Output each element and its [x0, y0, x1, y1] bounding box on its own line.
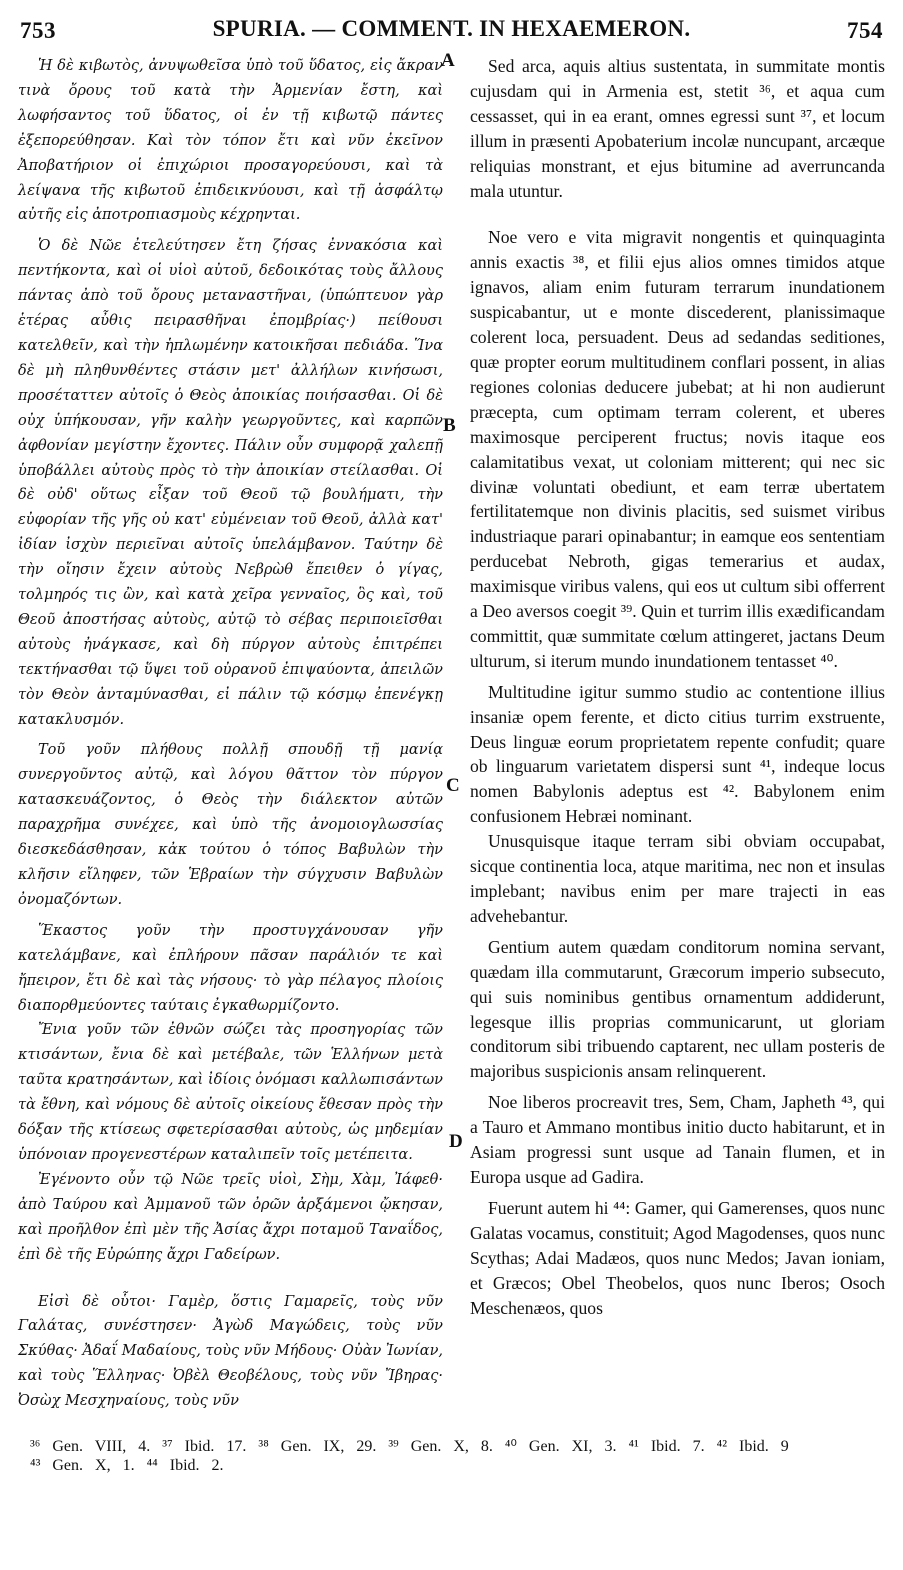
greek-paragraph: Ἡ δὲ κιβωτὸς, ἀνυψωθεῖσα ὑπὸ τοῦ ὕδατος, εἰς ἄκραν τινὰ ὄρους τοῦ κατὰ τὴν Ἀρμενίαν ἔστη, καὶ λωφήσαντος τοῦ ὕδατος, οἱ ἐν τῇ κιβωτῷ πάντες ἐξεπορεύθησαν. Καὶ τὸν τόπον ἔτι καὶ νῦν ἐκεῖνον Ἀποβατήριον οἱ ἐπιχώριοι προσαγορεύουσι, καὶ τὰ λείψανα τῆς κιβωτοῦ ἐπιδεικνύουσι, καὶ τῇ ἀσφάλτῳ αὐτῆς εἰς ἀποτροπιασμοὺς κέχρηνται.: [18, 58, 443, 224]
greek-paragraph: Ἔνια γοῦν τῶν ἐθνῶν σώζει τὰς προσηγορίας τῶν κτισάντων, ἔνια δὲ καὶ μετέβαλε, τῶν Ἑλλήνων μετὰ ταῦτα κρατησάντων, καὶ ἰδίοις ὀνόμασι καλλωπισάντων τὰ ἔθνη, καὶ νόμους δὲ αὐτοῖς οἰκείους ἔθεσαν πρὸς τὴν δόξαν τῆς κτίσεως σφετερίσασθαι αὐτοὺς, ὡς μηδεμίαν ὑπόνοιαν προγενεστέρων καταλιπεῖν τοῖς μετέπειτα.: [18, 1022, 443, 1163]
greek-column: [18, 54, 443, 1414]
margin-letter-c: C: [446, 775, 460, 796]
greek-paragraph: Εἰσὶ δὲ οὗτοι· Γαμὲρ, ὅστις Γαμαρεῖς, τοὺς νῦν Γαλάτας, συνέστησεν· Ἀγὼδ Μαγώδεις, τοὺς νῦν Σκύθας· Ἀδαΐ Μαδαίους, τοὺς νῦν Μήδους· Οὐὰν Ἰωνίαν, καὶ τοὺς Ἕλληνας· Ὀβὲλ Θεοβέλους, τοὺς νῦν Ἴβηρας· Ὀσὼχ Μεσχηναίους, τοὺς νῦν: [18, 1293, 443, 1410]
page-number-right: 754: [847, 18, 883, 43]
latin-paragraph: Sed arca, aquis altius sustentata, in summitate montis cujusdam qui in Armenia est, stetit ³⁶, et aqua cum cessasset, qui in ea erant, omnes egressi sunt ³⁷, et locum illum in præsenti Apobaterium incolæ nuncupant, arcæque reliquias monstrant, et ejus bitumine ad averruncanda mala utuntur.: [470, 56, 885, 201]
greek-paragraph: Τοῦ γοῦν πλήθους πολλῇ σπουδῇ τῇ μανίᾳ συνεργοῦντος αὐτῷ, καὶ λόγου θᾶττον τὸν πύργον κατασκευάζοντος, ὁ Θεὸς τὴν διάλεκτον αὐτῶν παραχρῆμα συνέχεε, καὶ ὑπὸ τῆς ἀνομοιογλωσσίας διεσκεδάσθησαν, κἀκ τούτου ὁ τόπος Βαβυλὼν τὴν κλῆσιν εἴληφεν, τῶν Ἑβραίων τὴν σύγχυσιν Βαβυλὼν ὀνομαζόντων.: [18, 742, 443, 908]
footnotes: [30, 1437, 885, 1475]
greek-paragraph: Ἕκαστος γοῦν τὴν προστυγχάνουσαν γῆν κατελάμβανε, καὶ ἐπλήρουν πᾶσαν παράλιόν τε καὶ ἤπειρον, ἔτι δὲ καὶ τὰς νήσους· τὸ γὰρ πέλαγος πλοίοις διαπορθμεύοντες ταύταις ἐγκαθωρμίζοντο.: [18, 922, 443, 1014]
greek-paragraph: Ἐγένοντο οὖν τῷ Νῶε τρεῖς υἱοὶ, Σὴμ, Χὰμ, Ἰάφεθ· ἀπὸ Ταύρου καὶ Ἀμμανοῦ τῶν ὀρῶν ἀρξάμενοι ᾤκησαν, καὶ προῆλθον ἐπὶ μὲν τῆς Ἀσίας ἄχρι ποταμοῦ Ταναΐδος, ἐπὶ δὲ τῆς Εὐρώπης ἄχρι Γαδείρων.: [18, 1171, 443, 1263]
latin-paragraph: Multitudine igitur summo studio ac contentione illius insaniæ opem ferente, et dicto citius turrim exstruente, Deus linguæ eorum proprietatem repente confudit; quare ob linguarum varietatem dispersi sunt ⁴¹, indeque locus nomen Babylonis adeptus est ⁴². Babylonem enim confusionem Hebræi nominant.: [470, 681, 885, 827]
latin-column: [470, 54, 885, 1320]
running-title: SPURIA. — COMMENT. IN HEXAEMERON.: [212, 16, 691, 41]
page-number-left: 753: [20, 18, 56, 43]
running-header: [0, 16, 903, 52]
latin-paragraph: Unusquisque itaque terram sibi obviam occupabat, sicque continentia loca, atque maritima, nec non et insulas implebant; navibus enim per mare trajecti in eas advehebantur.: [470, 831, 885, 926]
latin-paragraph: Fuerunt autem hi ⁴⁴: Gamer, qui Gamerenses, quos nunc Galatas vocamus, constituit; Agod Magodenses, quos nunc Scythas; Adai Madæos, quos nunc Medos; Javan ioniam, et Græcos; Obel Theobelos, quos nunc Iberos; Osoch Meschenæos, quos: [470, 1197, 885, 1318]
margin-letter-a: A: [441, 50, 455, 71]
footnote-line: ⁴³ Gen. X, 1. ⁴⁴ Ibid. 2.: [30, 1457, 224, 1474]
footnote-line: ³⁶ Gen. VIII, 4. ³⁷ Ibid. 17. ³⁸ Gen. IX, 29. ³⁹ Gen. X, 8. ⁴⁰ Gen. XI, 3. ⁴¹ Ibid. 7. ⁴² Ibid. 9: [30, 1438, 789, 1455]
margin-letter-b: B: [443, 415, 456, 436]
greek-paragraph: Ὁ δὲ Νῶε ἐτελεύτησεν ἔτη ζήσας ἐννακόσια καὶ πεντήκοντα, καὶ οἱ υἱοὶ αὐτοῦ, δεδοικότας τοὺς ἄλλους πάντας ἀπὸ τοῦ ὄρους μεταναστῆναι, (ὑπώπτευον γὰρ ἑτέρας αὖθις πειρασθῆναι ἐπομβρίας·) πείθουσι κατελθεῖν, καὶ τὴν ἡπλωμένην κατοικῆσαι πεδιάδα. Ἵνα δὲ μὴ πληθυνθέντες στάσιν μετ' ἀλλήλων κινήσωσι, προσέταττεν αὐτοῖς ὁ Θεὸς ἀποικίας ποιήσασθαι. Οἱ δὲ οὐχ ὑπήκουσαν, γῆν καλὴν γεωργοῦντες, καὶ καρπῶν ἀφθονίαν μεγίστην ἔχοντες. Πάλιν οὖν συμφορᾷ χαλεπῇ ὑποβάλλει αὐτοὺς πρὸς τὸ τὴν ἀποικίαν στείλασθαι. Οἱ δὲ οὐδ' οὕτως εἶξαν τοῦ Θεοῦ τῷ βουλήματι, τὴν εὐφορίαν τῆς γῆς οὐ κατ' εὐμένειαν τοῦ Θεοῦ, ἀλλὰ κατ' ἰδίαν ἰσχὺν περιεῖναι αὐτοῖς ὑπελάμβανον. Ταύτην δὲ τὴν οἴησιν ἔχειν αὐτοὺς Νεβρὼθ ἔπειθεν ὁ γίγας, τολμηρός τις ὢν, καὶ κατὰ χεῖρα γενναῖος, ὃς καὶ, τοῦ Θεοῦ ἀποστήσας αὐτοὺς, αὐτῷ τὸ σέβας περιποιεῖσθαι αὐτοὺς ἠνάγκασε, καὶ δὴ πύργον αὐτοὺς ἐπιτρέπει τεκτήνασθαι τῷ ὕψει τοῦ οὐρανοῦ ἐπιψαύοντα, ἀπειλῶν τὸν Θεὸν ἀνταμύνασθαι, εἰ πάλιν τῷ κόσμῳ ἐπενέγκῃ κατακλυσμόν.: [18, 238, 443, 728]
latin-paragraph: Noe vero e vita migravit nongentis et quinquaginta annis exactis ³⁸, et filii ejus alios omnes timidos atque ignavos, aliam enim futuram terrarum inundationem suspicabantur, ut e monte discederent, planissimaque colerent loca, persuadent. Deus ad sedandas seditiones, quæ propter eorum multitudinem conflari possent, in alias regiones colonias deducere jubebat; at hi non audierunt præcepta, cum optimam terram colerent, et uberes maximosque perciperent fructus; novis itaque eos calamitatibus vexat, ut coloniam mitterent; qui nec sic divinæ voluntati obediunt, et eam terræ ubertatem fertilitatemque non divinis placitis, sed suismet viribus industriaque parari opinabantur; in eamque eos sententiam perducebat Nebroth, gigas temerarius et audax, maximisque viribus valens, qui eos ut cultum sibi offerrent a Deo aversos coegit ³⁹. Quin et turrim illis exædificandam committit, quæ summitate cœlum attingeret, jactans Deum ulturum, si iterum mundo inundationem tentasset ⁴⁰.: [470, 227, 885, 671]
margin-letter-d: D: [449, 1131, 463, 1152]
latin-paragraph: Gentium autem quædam conditorum nomina servant, quædam illa commutarunt, Græcorum imperio subsecuto, qui suis nominibus gentibus ornamentum addiderunt, legesque illis proprias communicarunt, ut gloriam conditorum sibi tribuendo captarent, nec ullam posteris de majoribus suspicionis ansam relinquerent.: [470, 936, 885, 1082]
latin-paragraph: Noe liberos procreavit tres, Sem, Cham, Japheth ⁴³, qui a Tauro et Ammano montibus initio ducto habitarunt, et in Asiam progressi sunt usque ad Tanain flumen, et in Europa usque ad Gadira.: [470, 1092, 885, 1187]
